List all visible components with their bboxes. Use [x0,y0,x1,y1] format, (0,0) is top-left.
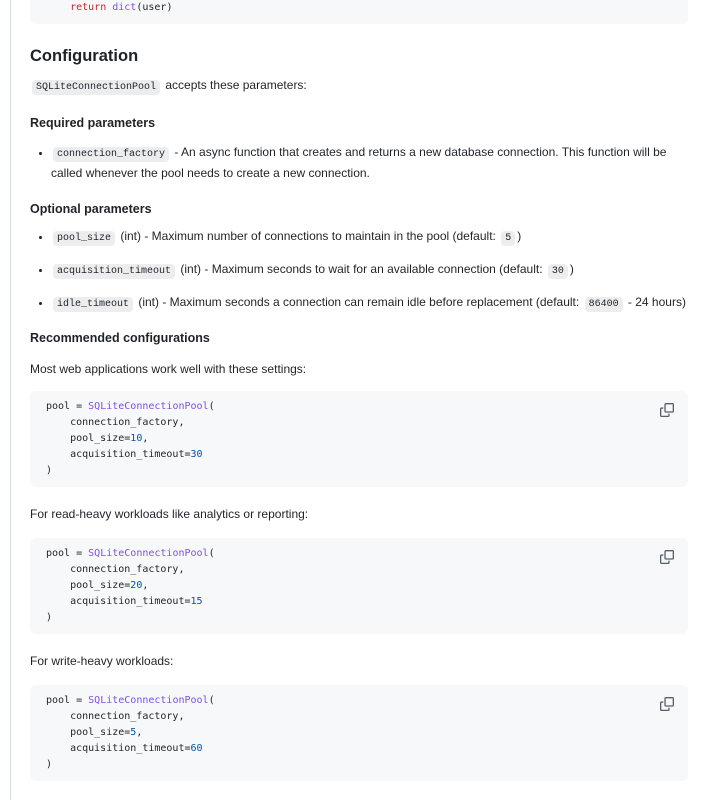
copy-button[interactable] [656,546,678,568]
code-line: acquisition_timeout=15 [46,596,203,607]
required-parameters-list [30,143,688,183]
code-line: pool_size=10, [46,433,149,444]
inline-code: connection_factory [53,147,169,162]
text-segment: ) [569,262,574,276]
code-block-write-heavy-config [30,685,688,781]
subheading-optional-parameters: Optional parameters [30,202,152,216]
inline-code: SQLiteConnectionPool [32,80,160,95]
code-line: ) [46,759,53,770]
code-block-web-config [30,391,688,487]
code-line: connection_factory, [46,564,185,575]
copy-icon [660,697,674,711]
text-segment: (int) - Maximum seconds a connection can remain idle before replacement (default: [135,295,583,309]
readme-content [30,0,688,781]
paragraph-web-apps: Most web applications work well with these settings: [30,362,307,376]
code-content [46,693,672,773]
code-line: return dict(user) [70,2,173,13]
code-line: acquisition_timeout=30 [46,449,203,460]
text-segment: - 24 hours) [624,295,686,309]
code-line: acquisition_timeout=60 [46,743,203,754]
code-line: pool_size=20, [46,580,149,591]
inline-code: 5 [501,231,515,246]
code-line: pool = SQLiteConnectionPool( [46,695,215,706]
paragraph-write-heavy: For write-heavy workloads: [30,654,174,668]
list-item-pool-size [51,227,688,248]
code-content [46,399,672,479]
code-line: ) [46,612,53,623]
code-line: pool = SQLiteConnectionPool( [46,548,215,559]
text-segment: accepts these parameters: [162,78,307,92]
subheading-required-parameters: Required parameters [30,116,156,130]
code-line: pool_size=5, [46,727,143,738]
inline-code: 30 [548,264,568,279]
text-segment: - An async function that creates and returns a new database connection. This function will be called whenever the pool needs to create a new connection. [51,145,667,180]
text-segment: (int) - Maximum number of connections to maintain in the pool (default: [117,229,500,243]
code-line: connection_factory, [46,417,185,428]
inline-code: idle_timeout [53,297,133,312]
copy-button[interactable] [656,399,678,421]
inline-code: pool_size [53,231,115,246]
code-block-read-heavy-config [30,538,688,634]
copy-button[interactable] [656,693,678,715]
text-segment: (int) - Maximum seconds to wait for an available connection (default: [177,262,546,276]
code-content [46,0,672,16]
container-left-border [10,0,11,800]
code-line: ) [46,465,53,476]
code-content [46,546,672,626]
text-segment: ) [517,229,522,243]
code-block-previous-tail [30,0,688,24]
copy-icon [660,550,674,564]
list-item-idle-timeout [51,293,688,314]
code-line: connection_factory, [46,711,185,722]
list-item-connection-factory [51,143,688,183]
copy-icon [660,403,674,417]
list-item-acquisition-timeout [51,260,688,281]
optional-parameters-list [30,227,688,314]
section-heading-configuration: Configuration [30,47,139,65]
paragraph-read-heavy: For read-heavy workloads like analytics or reporting: [30,507,309,521]
subheading-recommended-configurations: Recommended configurations [30,331,210,345]
inline-code: acquisition_timeout [53,264,175,279]
inline-code: 86400 [585,297,623,312]
intro-paragraph [30,78,688,95]
code-line: pool = SQLiteConnectionPool( [46,401,215,412]
